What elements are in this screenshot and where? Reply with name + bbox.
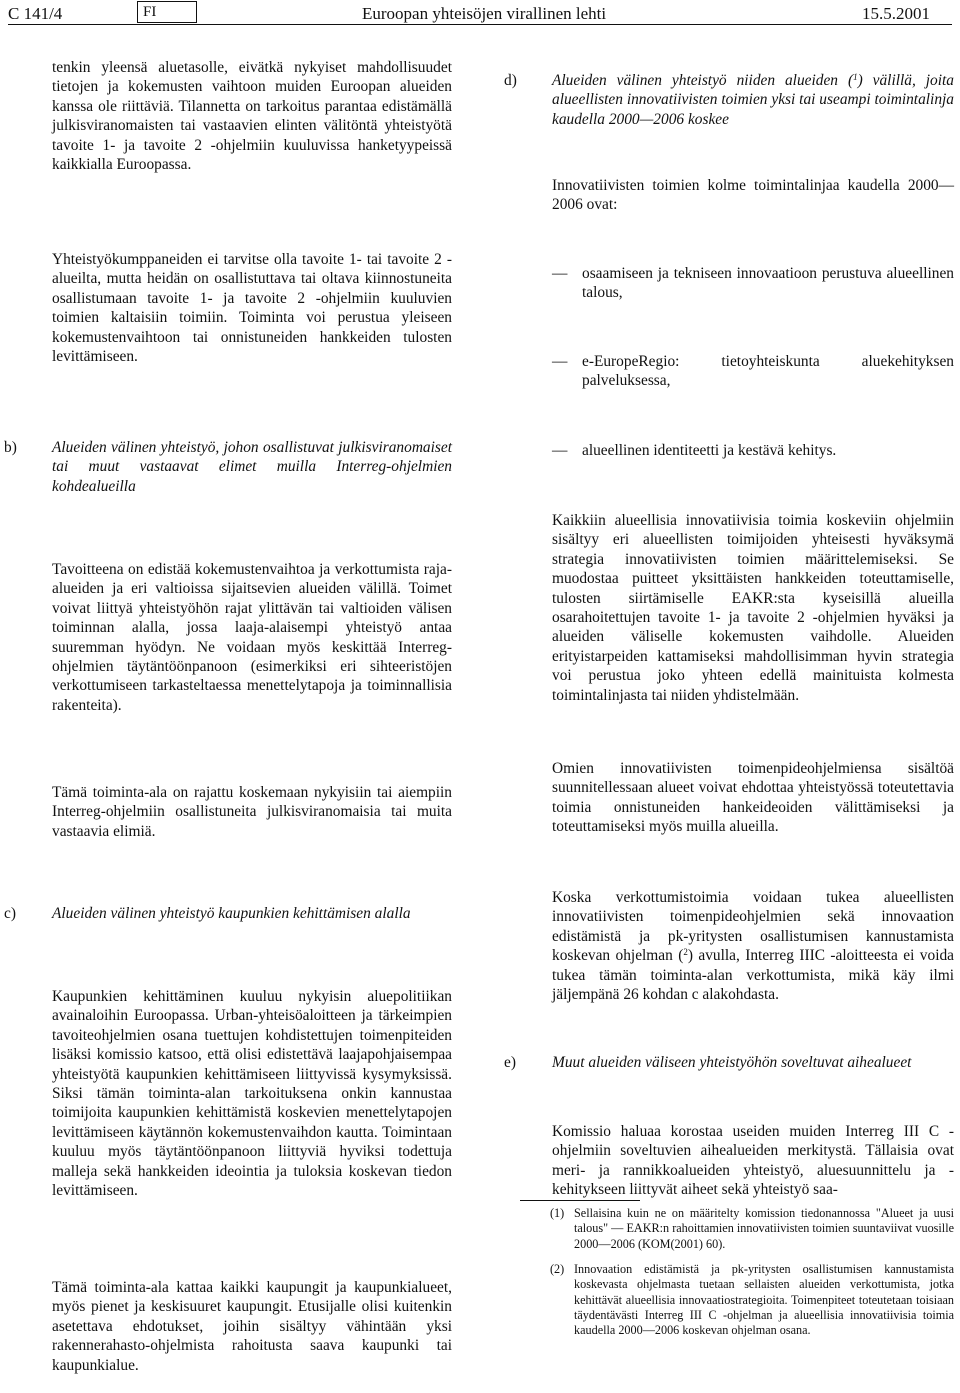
paragraph-scope-b: Tämä toiminta-ala on rajattu koskemaan nykyisiin tai aiempiin Interreg-ohjelmiin osallistuneita julkisviranomaisia tai muita vastaavia elimiä. <box>52 784 452 840</box>
section-c-title: Alueiden välinen yhteistyö kaupunkien kehittämisen alalla <box>52 905 411 922</box>
journal-title: Euroopan yhteisöjen virallinen lehti <box>362 4 607 23</box>
list-item-text: osaamiseen ja tekniseen innovaatioon perustuva alueellinen talous, <box>582 265 954 302</box>
section-d-title-a: Alueiden välinen yhteistyö niiden alueiden ( <box>552 72 854 89</box>
footnote-2-marker: (2) <box>550 1262 565 1276</box>
footnote-2 <box>552 1262 954 1338</box>
dash-marker: — <box>552 442 568 459</box>
publication-date: 15.5.2001 <box>862 4 930 23</box>
section-b-heading <box>4 438 452 496</box>
dash-marker: — <box>552 353 568 370</box>
list-item-text: alueellinen identiteetti ja kestävä kehitys. <box>582 442 837 459</box>
paragraph-urban: Kaupunkien kehittäminen kuuluu nykyisin aluepolitiikan avainaloihin Euroopassa. Urban-yhteisöaloitteen ja tärkeimpien tavoiteohjelmien osana tuettujen kohdistettujen toimenpiteiden lisäksi komissio katsoo, että olisi edistettävä laajapohjaisempaa yhteistyötä kaupunkien kehittämiseen liittyvissä kysymyksissä. Siksi tämän toiminta-alan tarkoituksena onkin kannustaa toimijoita kaupunkien kehittämistä koskevien menettelytapojen levittämiseen käytännön kokemustenvaihdon kautta. Toimintaan kuuluu myös täytäntöönpanoon liittyviä hyviksi todettuja malleja sekä hankkeiden ideointia ja tuloksia koskevan tiedon levittämiseen. <box>52 988 452 1200</box>
paragraph-other-themes: Komissio haluaa korostaa useiden muiden Interreg III C -ohjelmiin soveltuvien aihealueiden merkitystä. Tällaisia ovat meri- ja rannikkoalueiden yhteistyö, aluesuunnittelu ja -kehitykseen liittyvät aiheet sekä yhteistyö saa- <box>552 1123 954 1199</box>
paragraph-action-lines: Innovatiivisten toimien kolme toimintalinjaa kaudella 2000—2006 ovat: <box>552 177 954 214</box>
paragraph-scope-c: Tämä toiminta-ala kattaa kaikki kaupungit ja kaupunkialueet, myös pienet ja keskisuuret kaupungit. Etusijalle olisi kuitenkin asetettava ehdotukset, joihin sisältyy vähintään yksi rakennerahasto-ohjelmista rahoitusta saava kaupunki tai kaupunkialue. <box>52 1279 452 1374</box>
section-d-label: d) <box>504 72 517 89</box>
paragraph-own-programmes: Omien innovatiivisten toimenpideohjelmiensa sisältöä suunnitellessaan alueet voivat ehdottaa yhteistyössä toteutettavia toimia onnistuneiden hankeideoiden välittämiseksi ja toteuttamiseksi myös muilla alueilla. <box>552 760 954 836</box>
section-c-label: c) <box>4 905 16 922</box>
section-e-label: e) <box>504 1054 516 1071</box>
footnote-divider <box>520 1200 640 1201</box>
page-header <box>0 0 960 26</box>
footnote-1-marker: (1) <box>550 1206 565 1220</box>
networking-text-a: Koska verkottumistoimia voidaan tukea alueellisten innovatiivisten toimenpideohjelmien sekä innovaation edistämistä ja pk-yritysten osallistumisen kannustamista koskevan ohjelman ( <box>552 889 954 965</box>
section-e-heading <box>504 1053 954 1072</box>
list-item <box>552 441 954 460</box>
footnote-ref-2[interactable]: 2 <box>683 947 688 958</box>
section-b-title: Alueiden välinen yhteistyö, johon osallistuvat julkisviranomaiset tai muut vastaavat elimet muilla Interreg-ohjelmien kohdealueilla <box>52 439 452 495</box>
paragraph-networking <box>552 888 954 1004</box>
section-d-title-b: ) välillä, joita alueellisten innovatiivisten toimien yksi tai useampi toimintalinja kaudella 2000—2006 koskee <box>552 72 955 128</box>
language-badge: FI <box>137 1 197 23</box>
footnote-1 <box>552 1206 954 1252</box>
dash-marker: — <box>552 265 568 282</box>
list-item <box>552 352 954 391</box>
paragraph-continued: tenkin yleensä aluetasolle, eivätkä nykyiset mahdollisuudet tietojen ja kokemusten vaihtoon muiden Euroopan alueiden kanssa ole riittäviä. Tilannetta on tarkoitus parantaa edistämällä julkisviranomaisten tai vastaavien elinten välitöntä yhteistyötä tavoite 1- ja tavoite 2 -ohjelmiin kuuluvissa hanketyypeissä kaikkialla Euroopassa. <box>52 59 452 174</box>
paragraph-partners: Yhteistyökumppaneiden ei tarvitse olla tavoite 1- tai tavoite 2 -alueilta, mutta heidän on osallistuttava tai oltava kiinnostuneita osallistumaan tavoite 1- ja tavoite 2 -ohjelmiin kuuluvien toimien kaltaisiin toimiin. Toiminta voi perustua yleiseen kokemustenvaihtoon tai onnistuneiden hankkeiden tulosten levittämiseen. <box>52 251 452 366</box>
list-item-text: e-EuropeRegio: tietoyhteiskunta aluekehityksen palveluksessa, <box>582 353 954 390</box>
page-number: C 141/4 <box>8 4 63 23</box>
footnote-ref-1[interactable]: 1 <box>853 72 858 82</box>
header-divider <box>8 24 952 25</box>
section-e-title: Muut alueiden väliseen yhteistyöhön soveltuvat aihealueet <box>552 1054 912 1071</box>
footnote-2-text: Innovaation edistämistä ja pk-yritysten osallistumisen kannustamista koskevasta ohjelmasta tuetaan sellaisten alueiden verkottumista, jotka kehittävät alueellisia innovaatiostrategioita. Toimenpiteet toteutetaan toisiaan täydentävästi Interreg III C -ohjelman ja alueellisia innovatiivisia toimia kaudella 2000—2006 koskevan ohjelman osana. <box>574 1262 954 1338</box>
paragraph-objective: Tavoitteena on edistää kokemustenvaihtoa ja verkottumista raja-alueiden ja eri valtioissa sijaitsevien alueiden välillä. Toimet voivat liittyä yhteistyöhön rajat ylittävän tai valtioiden välisen toiminnan alalla, jossa laaja-alaisempi yhteistyö antaa suuremman hyödyn. Ne voidaan myös keskittää Interreg-ohjelmien täytäntöönpanoon (esimerkiksi eri sihteeristöjen verkottumiseen tarkasteltaessa menettelytapoja ja toiminnallisia rakenteita). <box>52 561 452 714</box>
footnote-1-text: Sellaisina kuin ne on määritelty komission tiedonannossa "Alueet ja uusi talous" — EAKR:n rahoittamien innovatiivisten toimien suuntaviivat vuosille 2000—2006 (KOM(2001) 60). <box>574 1206 954 1251</box>
section-d-heading <box>504 71 955 129</box>
paragraph-strategy: Kaikkiin alueellisia innovatiivisia toimia koskeviin ohjelmiin sisältyy eri alueellisten toimijoiden yhteisesti hyväksymä strategia innovatiivisten toimien määrittelemiseksi. Se muodostaa puitteet yksittäisten hankkeiden toteuttamiselle, tulosten siirtämiselle EAKR:sta kyseisillä alueilla osarahoitettujen tavoite 1- ja tavoite 2 -ohjelmien hyväksi ja alueiden väliselle kokemusten vaihdolle. Alueiden erityistarpeiden kattamiseksi mahdollisimman hyvin strategia voi perustua joko yhteen edellä mainituista kolmesta toimintalinjasta tai niiden yhdistelmään. <box>552 512 954 704</box>
section-c-heading <box>4 904 452 923</box>
list-item <box>552 264 954 303</box>
section-b-label: b) <box>4 439 17 456</box>
networking-text-b: ) avulla, Interreg IIIC -aloitteesta ei voida tukea tämän toiminta-alan verkottumista, mikä käy ilmi jäljempänä 26 kohdan c alakohdasta. <box>552 947 954 1004</box>
